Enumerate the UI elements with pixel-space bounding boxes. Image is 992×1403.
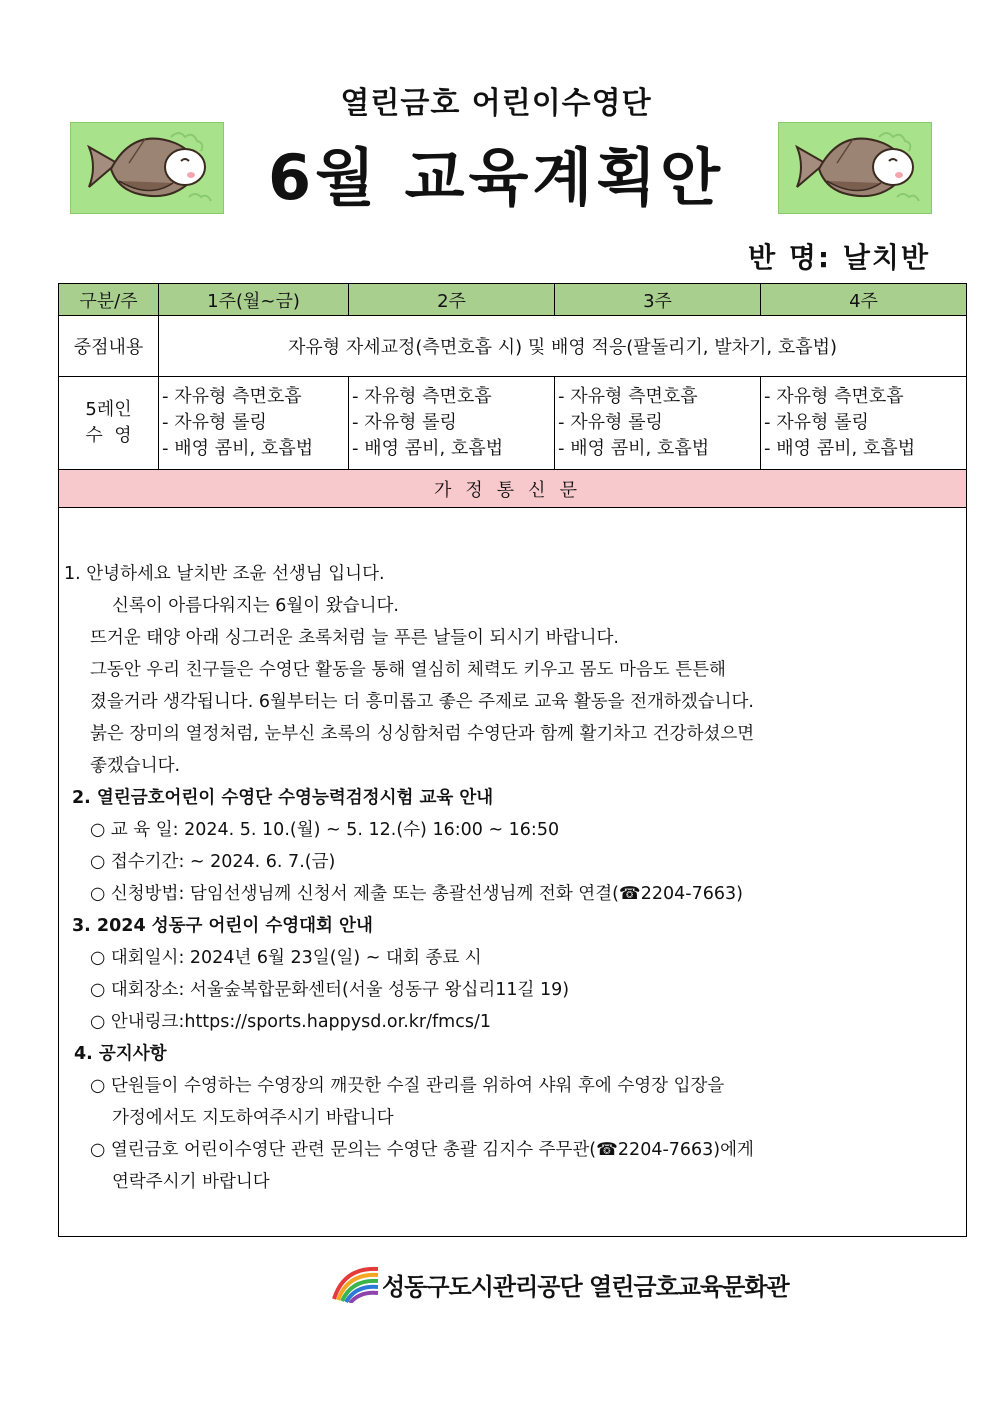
list-item: - 자유형 측면호흡 — [558, 386, 698, 407]
col-header-week-3: 3주 — [555, 284, 761, 316]
page-title: 6월 교육계획안 — [267, 141, 725, 214]
notice-line: 연락주시기 바랍니다 — [112, 1172, 270, 1192]
focus-label: 중점내용 — [59, 316, 159, 377]
list-item: - 자유형 측면호흡 — [162, 386, 302, 407]
notice-line: 붉은 장미의 열정처럼, 눈부신 초록의 싱싱함처럼 수영단과 함께 활기차고 건강하셨으면 — [90, 724, 755, 744]
list-item: - 자유형 롤링 — [764, 412, 869, 433]
fish-icon — [779, 123, 931, 213]
fish-icon — [71, 123, 223, 213]
week-2-items — [349, 377, 555, 470]
notice-line: ○ 신청방법: 담임선생님께 신청서 제출 또는 총괄선생님께 전화 연결(☎2204-7663) — [90, 884, 743, 904]
lane-label — [59, 377, 159, 470]
notice-line: 1. 안녕하세요 날치반 조윤 선생님 입니다. — [64, 564, 385, 584]
notice-line: ○ 단원들이 수영하는 수영장의 깨끗한 수질 관리를 위하여 샤워 후에 수영장 입장을 — [90, 1076, 725, 1096]
col-header-week-1: 1주(월~금) — [159, 284, 349, 316]
list-item: - 자유형 롤링 — [162, 412, 267, 433]
notice-header: 가정통신문 — [59, 470, 967, 508]
notice-line: 좋겠습니다. — [90, 756, 181, 776]
footer — [330, 1263, 789, 1303]
fish-illustration-right — [778, 122, 932, 214]
list-item: - 자유형 롤링 — [558, 412, 663, 433]
notice-line: ○ 대회일시: 2024년 6월 23일(일) ~ 대회 종료 시 — [90, 948, 482, 968]
notice-line: ○ 열린금호 어린이수영단 관련 문의는 수영단 총괄 김지수 주무관(☎2204-7663)에게 — [90, 1140, 754, 1160]
list-item: - 배영 콤비, 호흡법 — [352, 438, 504, 459]
list-item: - 자유형 측면호흡 — [764, 386, 904, 407]
notice-line: 그동안 우리 친구들은 수영단 활동을 통해 열심히 체력도 키우고 몸도 마음도 튼튼해 — [90, 660, 726, 680]
list-item: - 배영 콤비, 호흡법 — [558, 438, 710, 459]
notice-line: ○ 교 육 일: 2024. 5. 10.(월) ~ 5. 12.(수) 16:00 ~ 16:50 — [90, 820, 560, 840]
table-header-row — [59, 284, 967, 316]
notice-line: ○ 대회장소: 서울숲복합문화센터(서울 성동구 왕십리11길 19) — [90, 980, 570, 1000]
footer-org-name: 성동구도시관리공단 열린금호교육문화관 — [382, 1273, 789, 1301]
fish-illustration-left — [70, 122, 224, 214]
section-heading: 4. 공지사항 — [74, 1044, 167, 1064]
col-header-week-4: 4주 — [761, 284, 967, 316]
col-header-week-2: 2주 — [349, 284, 555, 316]
week-4-items — [761, 377, 967, 470]
lane-label-line-2: 수 영 — [85, 425, 132, 446]
subtitle: 열린금호 어린이수영단 — [340, 86, 652, 121]
list-item: - 배영 콤비, 호흡법 — [162, 438, 314, 459]
notice-line: ○ 접수기간: ~ 2024. 6. 7.(금) — [90, 852, 336, 872]
col-header-category: 구분/주 — [59, 284, 159, 316]
list-item: - 배영 콤비, 호흡법 — [764, 438, 916, 459]
notice-line: 졌을거라 생각됩니다. 6월부터는 더 흥미롭고 좋은 주제로 교육 활동을 전개하겠습니다. — [90, 692, 754, 712]
notice-header-row — [59, 470, 967, 508]
focus-content: 자유형 자세교정(측면호흡 시) 및 배영 적응(팔돌리기, 발차기, 호흡법) — [159, 316, 967, 377]
notice-line: 뜨거운 태양 아래 싱그러운 초록처럼 늘 푸른 날들이 되시기 바랍니다. — [90, 628, 619, 648]
list-item: - 자유형 롤링 — [352, 412, 457, 433]
lane-label-line-1: 5레인 — [85, 399, 132, 420]
notice-line: 신록이 아름다워지는 6월이 왔습니다. — [112, 596, 399, 616]
focus-row — [59, 316, 967, 377]
section-heading: 3. 2024 성동구 어린이 수영대회 안내 — [72, 916, 373, 936]
list-item: - 자유형 측면호흡 — [352, 386, 492, 407]
class-name: 반 명: 날치반 — [748, 241, 930, 274]
notice-letter — [64, 558, 954, 1198]
section-heading: 2. 열린금호어린이 수영단 수영능력검정시험 교육 안내 — [72, 788, 494, 808]
week-3-items — [555, 377, 761, 470]
lane-row — [59, 377, 967, 470]
notice-link-line[interactable]: ○ 안내링크:https://sports.happysd.or.kr/fmcs/1 — [90, 1012, 491, 1032]
notice-line: 가정에서도 지도하여주시기 바랍니다 — [112, 1108, 394, 1128]
week-1-items — [159, 377, 349, 470]
rainbow-logo-icon — [330, 1263, 382, 1303]
